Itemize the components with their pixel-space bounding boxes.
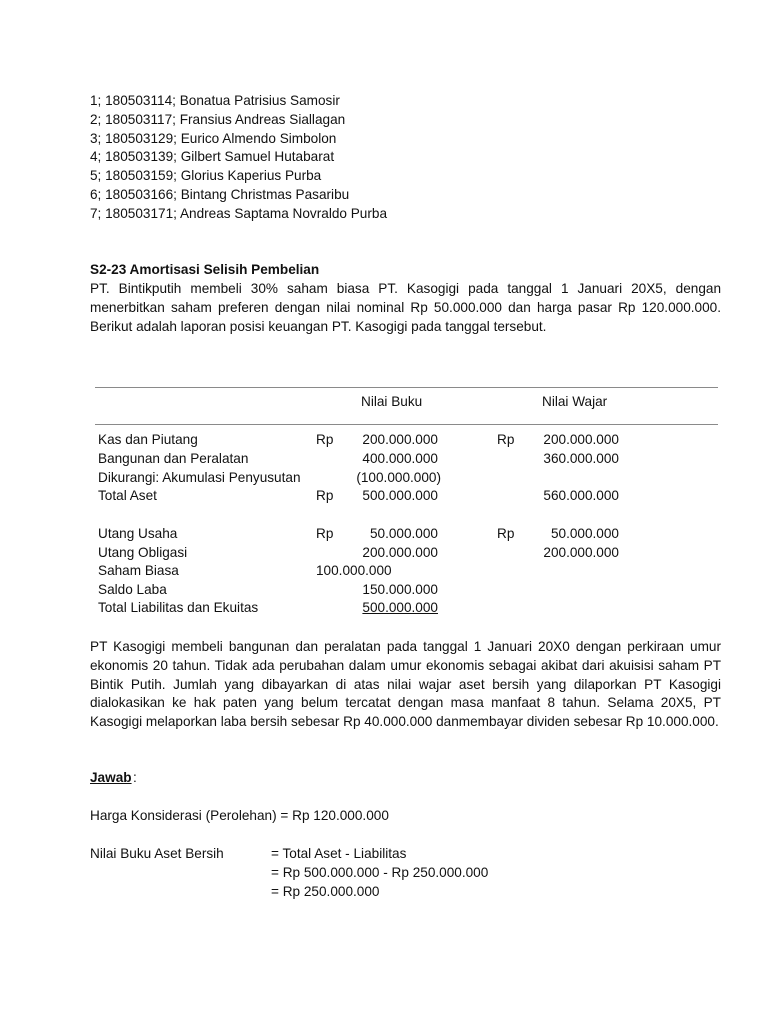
row-book-currency: Rp xyxy=(316,432,334,447)
row-label: Kas dan Piutang xyxy=(98,432,198,447)
row-label: Saldo Laba xyxy=(98,582,167,597)
row-book-value: 500.000.000 xyxy=(362,600,438,615)
problem-description: PT Kasogigi membeli bangunan dan peralatan pada tanggal 1 Januari 20X0 dengan perkiraan umur ekonomis 20 tahun. Tidak ada perubahan dalam umur ekonomis sebagai akibat dari akuisisi saham PT Bintik Putih. Jumlah yang dibayarkan di atas nilai wajar aset bersih yang dilaporkan PT Kasogigi dialokasikan ke hak paten yang belum tercatat dengan masa manfaat 8 tahun. Selama 20X5, PT Kasogigi melaporkan laba bersih sebesar Rp 40.000.000 danmembayar dividen sebesar Rp 10.000.000. xyxy=(90,639,721,730)
row-fair-currency: Rp xyxy=(497,432,515,447)
answer-heading-colon: : xyxy=(133,770,137,785)
answer-heading: Jawab xyxy=(90,770,132,785)
member-item: 2; 180503117; Fransius Andreas Siallagan xyxy=(90,111,346,127)
row-book-currency: Rp xyxy=(316,488,334,503)
row-fair-value: 360.000.000 xyxy=(543,451,619,466)
row-book-value: 100.000.000 xyxy=(316,563,392,578)
row-label: Saham Biasa xyxy=(98,563,179,578)
member-list xyxy=(90,92,387,224)
problem-intro: PT. Bintikputih membeli 30% saham biasa PT. Kasogigi pada tanggal 1 Januari 20X5, dengan menerbitkan saham preferen dengan nilai nominal Rp 50.000.000 dan harga pasar Rp 120.000.000. Berikut adalah laporan posisi keuangan PT. Kasogigi pada tanggal tersebut. xyxy=(90,281,721,334)
row-book-value: 150.000.000 xyxy=(362,582,438,597)
row-label: Dikurangi: Akumulasi Penyusutan xyxy=(98,470,301,485)
net-assets-line: = Total Aset - Liabilitas xyxy=(271,846,407,861)
member-item: 5; 180503159; Glorius Kaperius Purba xyxy=(90,168,322,184)
row-book-value: 50.000.000 xyxy=(369,526,438,541)
header-book-value: Nilai Buku xyxy=(361,394,423,409)
row-book-value: 500.000.000 xyxy=(362,488,438,503)
row-fair-currency: Rp xyxy=(497,526,515,541)
net-assets-line: = Rp 250.000.000 xyxy=(271,884,380,899)
row-fair-value: 50.000.000 xyxy=(550,526,619,541)
row-book-value: (100.000.000) xyxy=(356,470,441,485)
member-item: 3; 180503129; Eurico Almendo Simbolon xyxy=(90,130,337,146)
row-label: Bangunan dan Peralatan xyxy=(98,451,249,466)
table-header-rule xyxy=(95,424,718,425)
row-book-value: 200.000.000 xyxy=(362,545,438,560)
consideration-line: Harga Konsiderasi (Perolehan) = Rp 120.000.000 xyxy=(90,808,389,823)
row-fair-value: 200.000.000 xyxy=(543,545,619,560)
row-book-value: 400.000.000 xyxy=(362,451,438,466)
row-label: Utang Usaha xyxy=(98,526,178,541)
row-book-value: 200.000.000 xyxy=(362,432,438,447)
header-fair-value: Nilai Wajar xyxy=(542,394,608,409)
row-book-currency: Rp xyxy=(316,526,334,541)
table-top-rule xyxy=(95,387,718,388)
net-assets-line: = Rp 500.000.000 - Rp 250.000.000 xyxy=(271,865,489,880)
member-item: 4; 180503139; Gilbert Samuel Hutabarat xyxy=(90,149,335,165)
member-item: 7; 180503171; Andreas Saptama Novraldo Purba xyxy=(90,205,388,221)
member-item: 6; 180503166; Bintang Christmas Pasaribu xyxy=(90,186,350,202)
net-assets-label: Nilai Buku Aset Bersih xyxy=(90,846,224,861)
row-label: Total Liabilitas dan Ekuitas xyxy=(98,600,259,615)
row-label: Total Aset xyxy=(98,488,157,503)
row-fair-value: 560.000.000 xyxy=(543,488,619,503)
row-fair-value: 200.000.000 xyxy=(543,432,619,447)
row-label: Utang Obligasi xyxy=(98,545,188,560)
problem-title: S2-23 Amortisasi Selisih Pembelian xyxy=(90,262,320,277)
member-item: 1; 180503114; Bonatua Patrisius Samosir xyxy=(90,93,340,108)
